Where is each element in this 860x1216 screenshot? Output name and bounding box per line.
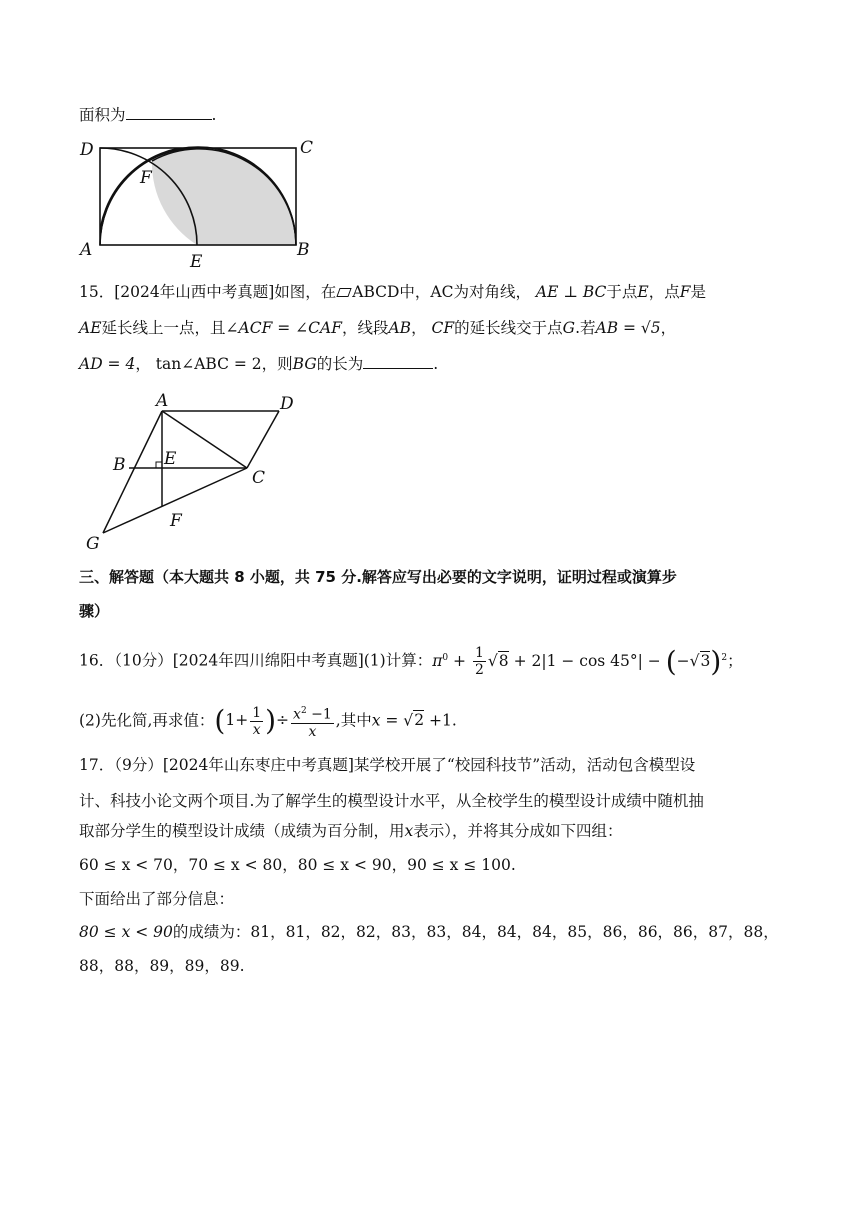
label-C: C [252,468,266,488]
q17-scores-cont: 88，88，89，89，89. [79,957,245,975]
label-E: E [190,252,203,270]
section3-heading: 三、解答题（本大题共 8 小题，共 75 分.解答应写出必要的文字说明，证明过程或演算步 [79,568,677,586]
label-D: D [280,394,294,414]
q17-line1: 17．（9分）[2024年山东枣庄中考真题]某学校开展了“校园科技节”活动，活动包含模型设 [79,756,696,774]
q14-tail: 面积为 . [79,106,217,124]
shaded-region [152,149,296,245]
label-D: D [80,140,94,160]
q17-scores: 80 ≤ x < 90的成绩为：81，81，82，82，83，83，84，84，84，85，86，86，86，87，88， [79,923,779,941]
q15-line3: AD = 4， tan∠ABC = 2，则BG的长为 . [79,355,439,373]
q16-part1: 16．（10分）[2024年四川绵阳中考真题](1)计算：$\pi^0$ + $\frac{1}{2}$ $√8 + 2|1 - \cos 45^\circ| - (-√3)^2$； [79,644,743,678]
label-A: A [80,240,93,260]
math-value: x = √2 +1. [371,711,457,730]
section3-heading-cont: 骤） [79,602,110,620]
label-B: B [297,240,310,260]
label-F: F [140,168,152,188]
q17-line3: 取部分学生的模型设计成绩（成绩为百分制，用x表示），并将其分成如下四组： [79,822,623,840]
math-expression-1: $\pi^0$ + $\frac{1}{2}$ $√8 + 2|1 - \cos 45^\circ| - (-√3)^2$； [432,644,743,678]
q17-line2: 计、科技小论文两个项目.为了解学生的模型设计水平，从全校学生的模型设计成绩中随机抽 [79,792,704,810]
q17-groups: 60 ≤ x < 70，70 ≤ x < 80，80 ≤ x < 90，90 ≤ x ≤ 100. [79,856,516,874]
label-E: E [164,449,177,469]
figure-rectangle-arcs [76,135,336,270]
answer-blank [363,354,433,369]
parallelogram-icon [337,288,352,297]
figure-parallelogram [80,388,310,553]
segment-AG [103,411,162,533]
q16-part2: (2)先化简,再求值：(1+ $\frac{1}{x}$ )÷ $\frac{x^2 -1}{x}$ ,其中x = √2 +1. [79,704,457,740]
right-angle-mark [156,462,162,468]
label-B: B [113,455,126,475]
q17-info: 下面给出了部分信息： [79,890,235,908]
label-G: G [86,534,100,553]
answer-blank [126,105,212,120]
label-F: F [170,511,182,531]
math-expression-2: (1+ $\frac{1}{x}$ )÷ $\frac{x^2 -1}{x}$ [214,704,332,740]
q15-line2: AE延长线上一点，且∠ACF = ∠CAF，线段AB， CF的延长线交于点G.若AB = √5， [79,319,677,337]
segment-DC [247,411,279,468]
label-C: C [300,138,314,158]
label-A: A [156,391,169,411]
q15-line1: 15．[2024年山西中考真题]如图，在 ABCD中，AC为对角线， AE ⊥ BC于点E，点F是 [79,283,707,301]
